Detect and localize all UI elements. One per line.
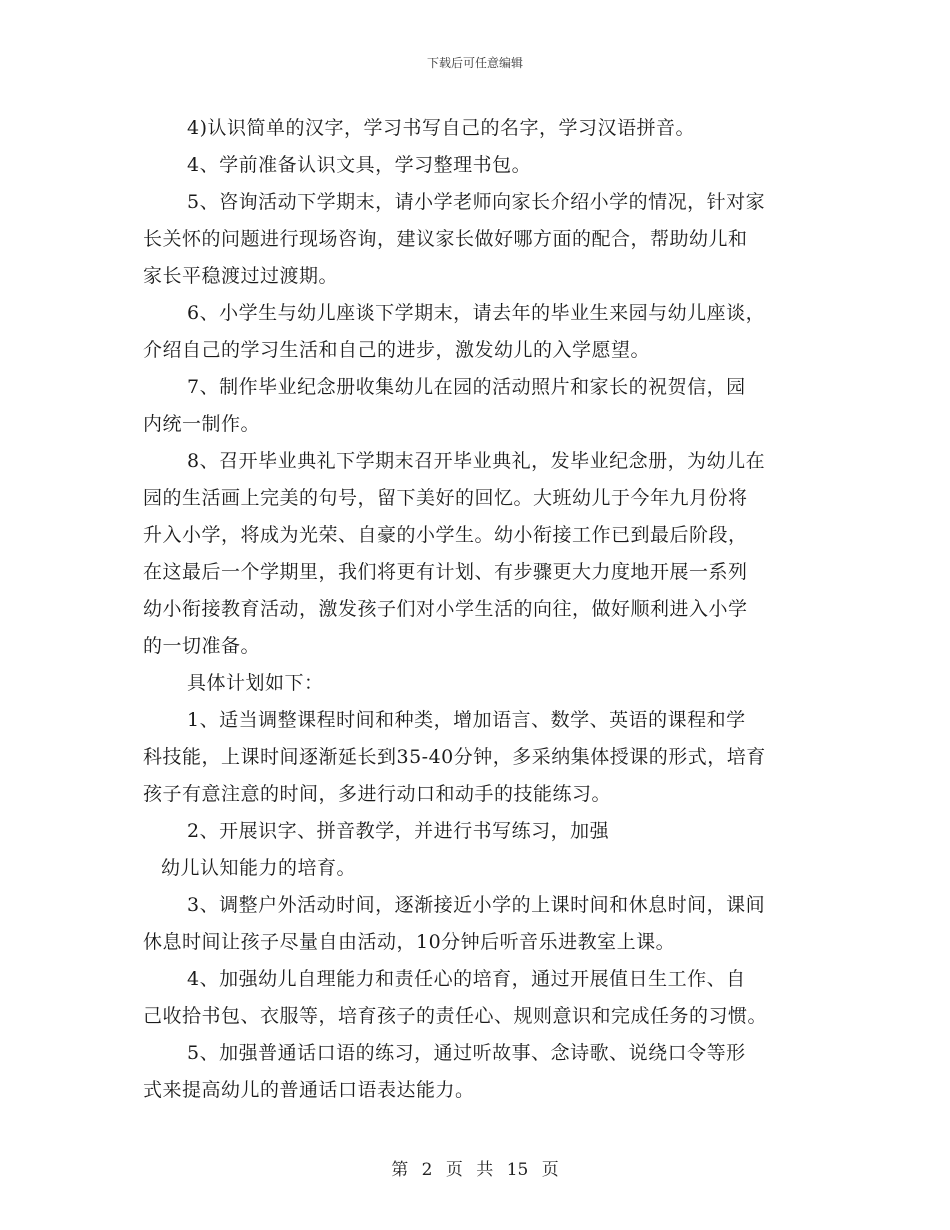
total-label: 共 xyxy=(476,1160,494,1180)
text-line: 6、小学生与幼儿座谈下学期末，请去年的毕业生来园与幼儿座谈， xyxy=(187,302,766,324)
page-label-prefix: 第 xyxy=(391,1160,409,1180)
text-line: 科技能，上课时间逐渐延长到35-40分钟，多采纳集体授课的形式，培育 xyxy=(143,746,766,768)
paragraph xyxy=(143,1035,823,1109)
paragraph xyxy=(143,443,823,665)
text-line: 在这最后一个学期里，我们将更有计划、有步骤更大力度地开展一系列 xyxy=(143,561,748,583)
text-line: 具体计划如下： xyxy=(187,672,324,694)
text-line: 4、加强幼儿自理能力和责任心的培育，通过开展值日生工作、自 xyxy=(187,968,746,990)
paragraph xyxy=(143,147,823,184)
paragraph xyxy=(143,295,823,369)
page-header: 下载后可任意编辑 xyxy=(426,56,523,70)
text-line: 介绍自己的学习生活和自己的进步，激发幼儿的入学愿望。 xyxy=(143,339,651,361)
text-line: 长关怀的问题进行现场咨询，建议家长做好哪方面的配合，帮助幼儿和 xyxy=(143,228,748,250)
text-line: 7、制作毕业纪念册收集幼儿在园的活动照片和家长的祝贺信，园 xyxy=(187,376,746,398)
paragraph xyxy=(143,665,823,702)
paragraph xyxy=(143,184,823,295)
paragraph xyxy=(143,702,823,813)
text-line: 己收拾书包、衣服等，培育孩子的责任心、规则意识和完成任务的习惯。 xyxy=(143,1005,768,1027)
current-page-number: 2 xyxy=(421,1160,433,1180)
text-line: 升入小学，将成为光荣、自豪的小学生。幼小衔接工作已到最后阶段， xyxy=(143,524,748,546)
paragraph xyxy=(143,850,823,887)
text-line: 8、召开毕业典礼下学期末召开毕业典礼，发毕业纪念册，为幼儿在 xyxy=(187,450,766,472)
text-line: 孩子有意注意的时间，多进行动口和动手的技能练习。 xyxy=(143,783,612,805)
paragraph xyxy=(143,369,823,443)
paragraph xyxy=(143,961,823,1035)
text-line: 式来提高幼儿的普通话口语表达能力。 xyxy=(143,1079,475,1101)
text-line: 5、咨询活动下学期末，请小学老师向家长介绍小学的情况，针对家 xyxy=(187,191,766,213)
paragraph xyxy=(143,887,823,961)
text-line: 3、调整户外活动时间，逐渐接近小学的上课时间和休息时间，课间 xyxy=(187,894,766,916)
text-line: 5、加强普通话口语的练习，通过听故事、念诗歌、说绕口令等形 xyxy=(187,1042,746,1064)
text-line: 休息时间让孩子尽量自由活动，10分钟后听音乐进教室上课。 xyxy=(143,931,676,953)
paragraph xyxy=(143,110,823,147)
text-line: 园的生活画上完美的句号，留下美好的回忆。大班幼儿于今年九月份将 xyxy=(143,487,748,509)
text-line: 2、开展识字、拼音教学，并进行书写练习，加强 xyxy=(187,820,610,842)
text-line: 家长平稳渡过过渡期。 xyxy=(143,265,339,287)
paragraph xyxy=(143,813,823,850)
total-pages-number: 15 xyxy=(506,1160,529,1180)
text-line: 幼小衔接教育活动，激发孩子们对小学生活的向往，做好顺利进入小学 xyxy=(143,598,748,620)
document-body xyxy=(143,110,823,1109)
text-line: 的一切准备。 xyxy=(143,635,261,657)
page-label-mid: 页 xyxy=(445,1160,463,1180)
text-line: 4)认识简单的汉字，学习书写自己的名字，学习汉语拼音。 xyxy=(187,117,696,139)
page-footer xyxy=(0,1155,950,1180)
text-line: 幼儿认知能力的培育。 xyxy=(161,857,357,879)
text-line: 4、学前准备认识文具，学习整理书包。 xyxy=(187,154,532,176)
text-line: 1、适当调整课程时间和种类，增加语言、数学、英语的课程和学 xyxy=(187,709,746,731)
text-line: 内统一制作。 xyxy=(143,413,261,435)
page-label-suffix: 页 xyxy=(541,1160,559,1180)
